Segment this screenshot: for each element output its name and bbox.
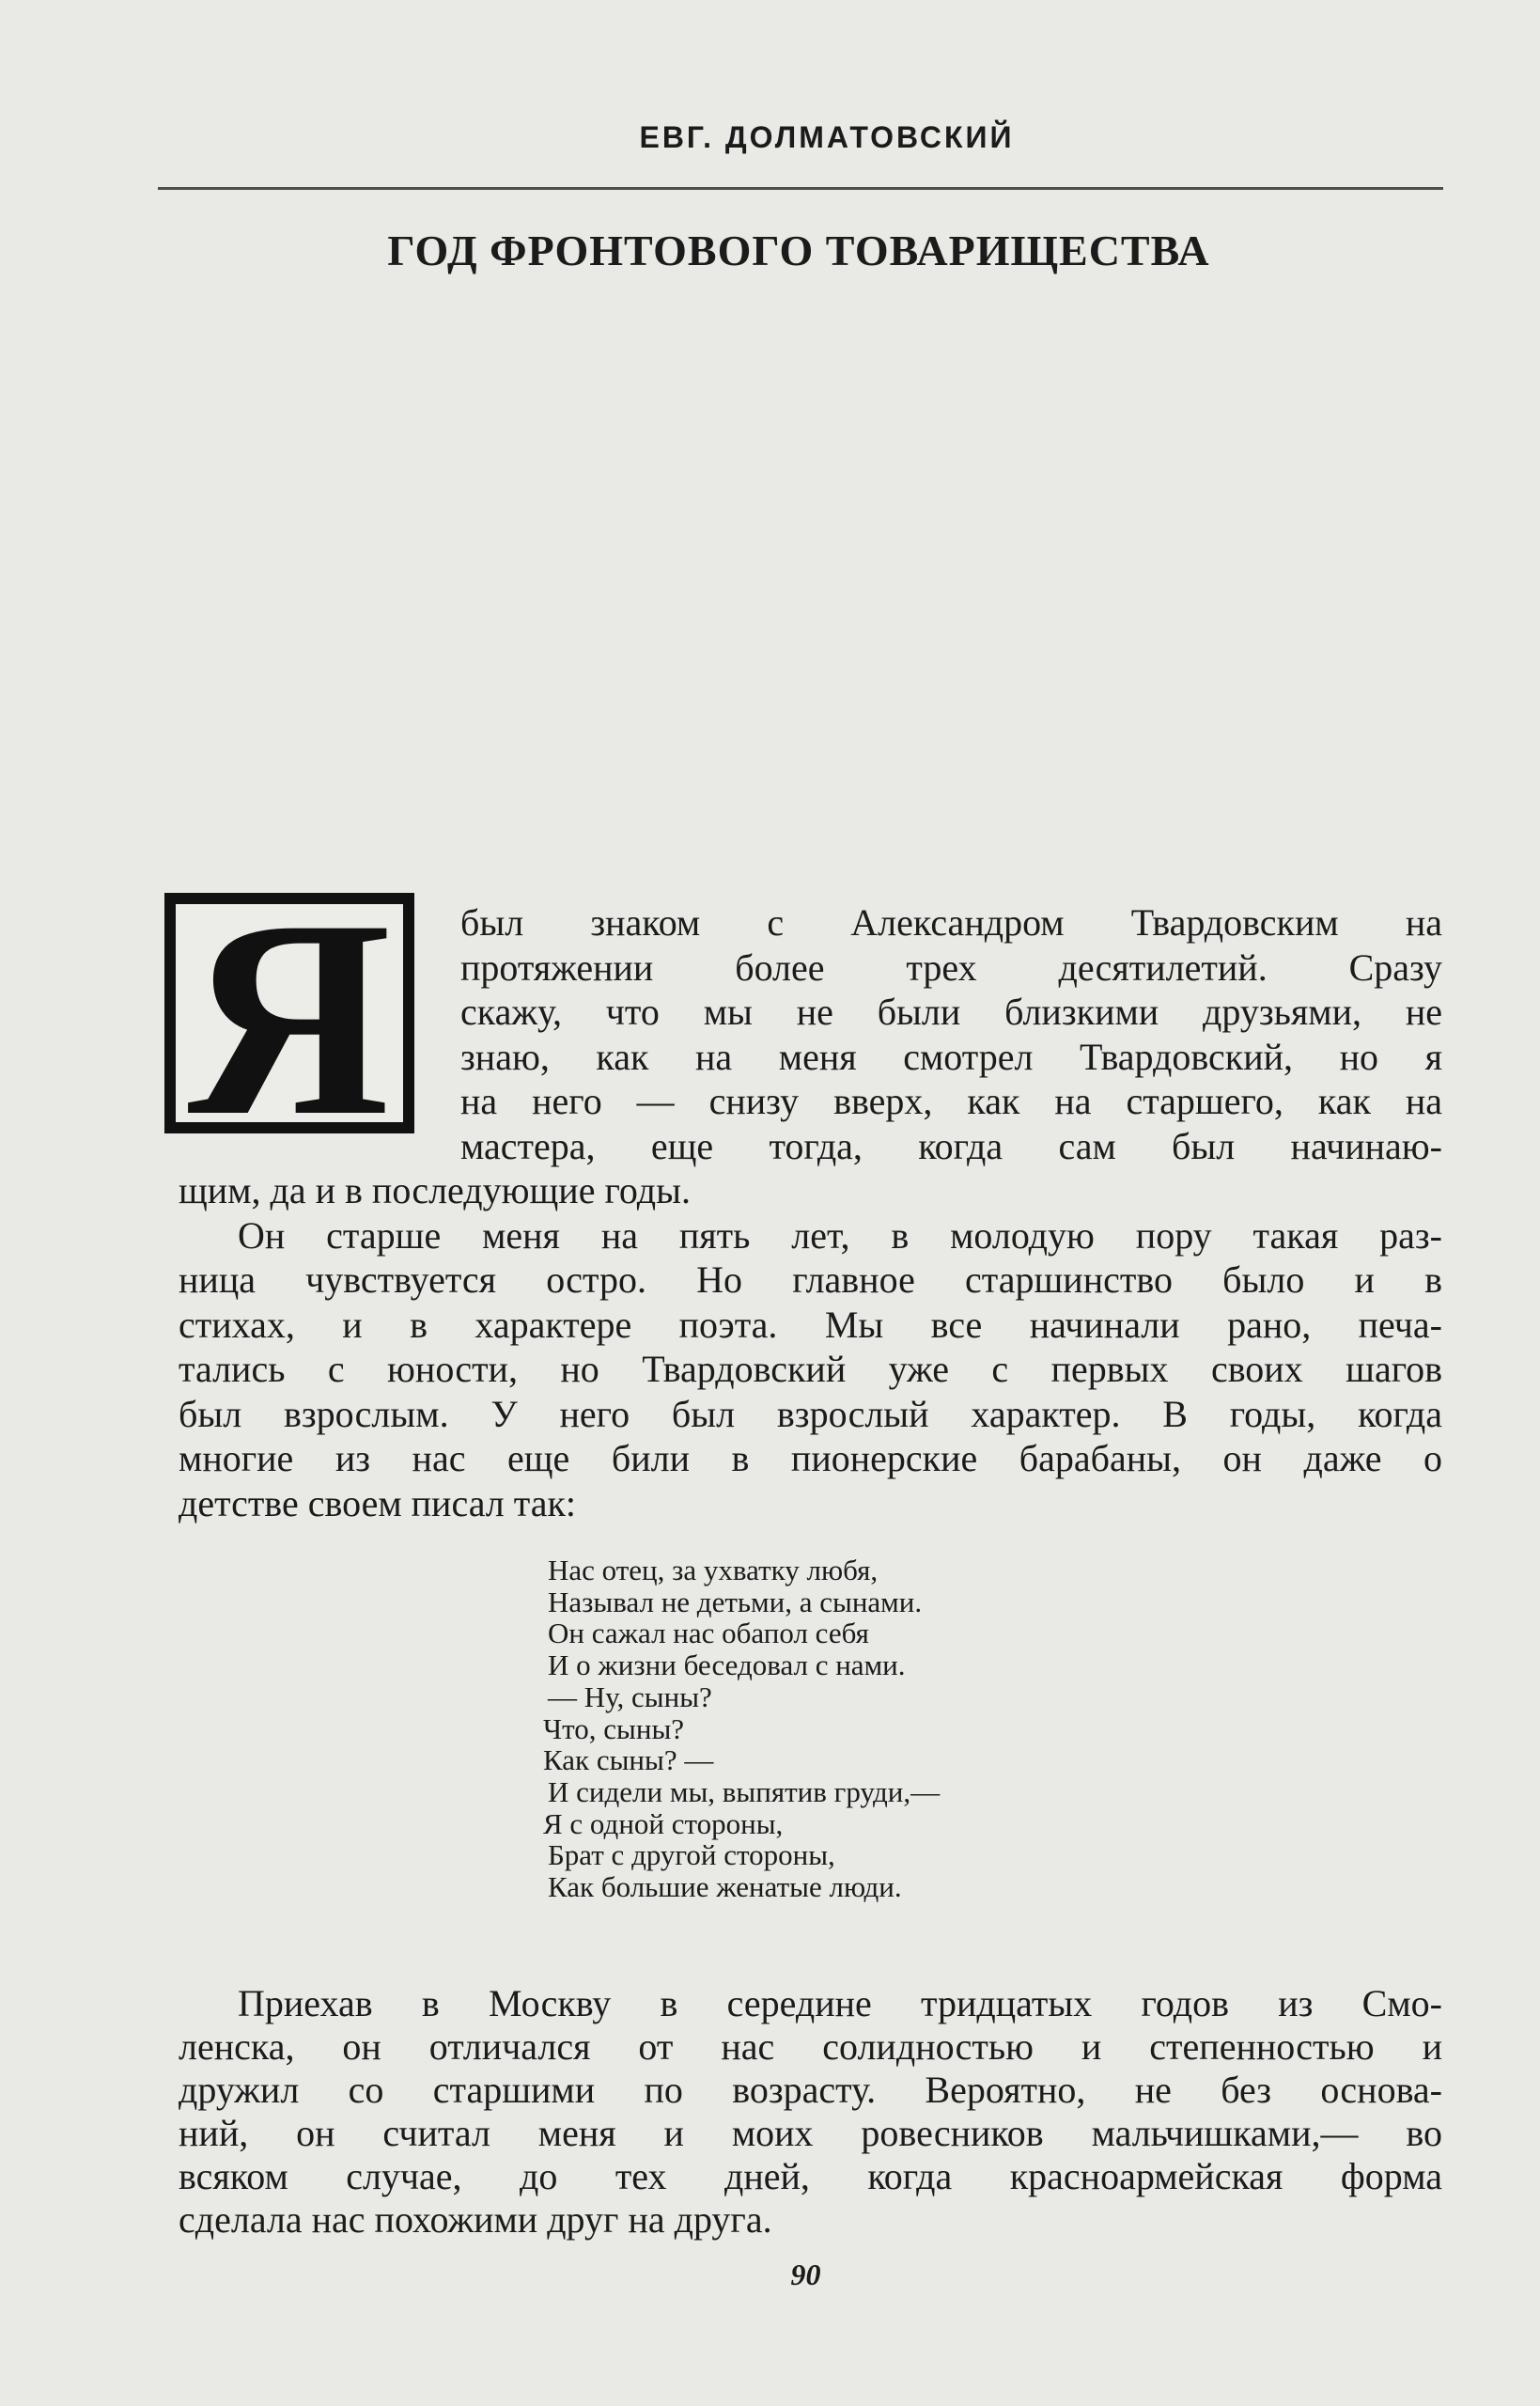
chapter-title: ГОД ФРОНТОВОГО ТОВАРИЩЕСТВА [387, 227, 1210, 274]
poem-line: Как большие женатые люди. [548, 1870, 902, 1903]
text-line: знаю, как на меня смотрел Твардовский, но я [460, 1035, 1442, 1078]
text-line: Приехав в Москву в середине тридцатых годов из Смо- [238, 1982, 1442, 2024]
text-line: мастера, еще тогда, когда сам был начинаю- [460, 1124, 1442, 1167]
text-line: детстве своем писал так: [179, 1481, 577, 1524]
poem-line: Я с одной стороны, [543, 1806, 784, 1840]
page-number: 90 [790, 2258, 821, 2291]
poem-line: И о жизни беседовал с нами. [548, 1648, 906, 1682]
text-line: был знаком с Александром Твардовским на [460, 901, 1442, 944]
text-line: щим, да и в последующие годы. [179, 1169, 691, 1211]
poem-line: — Ну, сыны? [548, 1680, 712, 1713]
text-line: тались с юности, но Твардовский уже с первых своих шагов [179, 1348, 1442, 1390]
text-line: протяжении более трех десятилетий. Сразу [460, 945, 1442, 989]
poem-line: Нас отец, за ухватку любя, [548, 1554, 879, 1586]
running-head-author: ЕВГ. ДОЛМАТОВСКИЙ [639, 120, 1015, 154]
text-line: сделала нас похожими друг на друга. [179, 2198, 772, 2241]
text-line: дружил со старшими по возрасту. Вероятно, не без основа- [179, 2069, 1442, 2111]
poem-line: Брат с другой стороны, [548, 1838, 835, 1872]
text-line: ница чувствуется остро. Но главное старшинство было и в [179, 1258, 1442, 1301]
text-line: был взрослым. У него был взрослый характер. В годы, когда [179, 1392, 1442, 1435]
poem-line: И сидели мы, выпятив груди,— [548, 1774, 941, 1808]
text-line: Он старше меня на пять лет, в молодую пору такая раз- [238, 1213, 1442, 1257]
drop-cap [164, 893, 414, 1133]
header-rule [158, 187, 1443, 190]
poem-line: Он сажал нас обапол себя [548, 1617, 869, 1650]
drop-cap-frame [176, 904, 403, 1122]
text-line: всяком случае, до тех дней, когда красноармейская форма [179, 2155, 1442, 2197]
text-line: многие из нас еще били в пионерские барабаны, он даже о [179, 1437, 1442, 1479]
poem-line: Как сыны? — [543, 1743, 714, 1777]
poem-line: Что, сыны? [543, 1711, 685, 1745]
text-line: ний, он считал меня и моих ровесников мальчишками,— во [179, 2112, 1442, 2154]
drop-cap-letter: Я [187, 904, 392, 1122]
text-line: скажу, что мы не были близкими друзьями, не [460, 991, 1442, 1033]
poem-line: Называл не детьми, а сынами. [548, 1585, 923, 1618]
text-line: стихах, и в характере поэта. Мы все начинали рано, печа- [179, 1303, 1442, 1346]
text-line: на него — снизу вверх, как на старшего, как на [460, 1080, 1442, 1122]
text-line: ленска, он отличался от нас солидностью и степенностью и [179, 2025, 1442, 2068]
